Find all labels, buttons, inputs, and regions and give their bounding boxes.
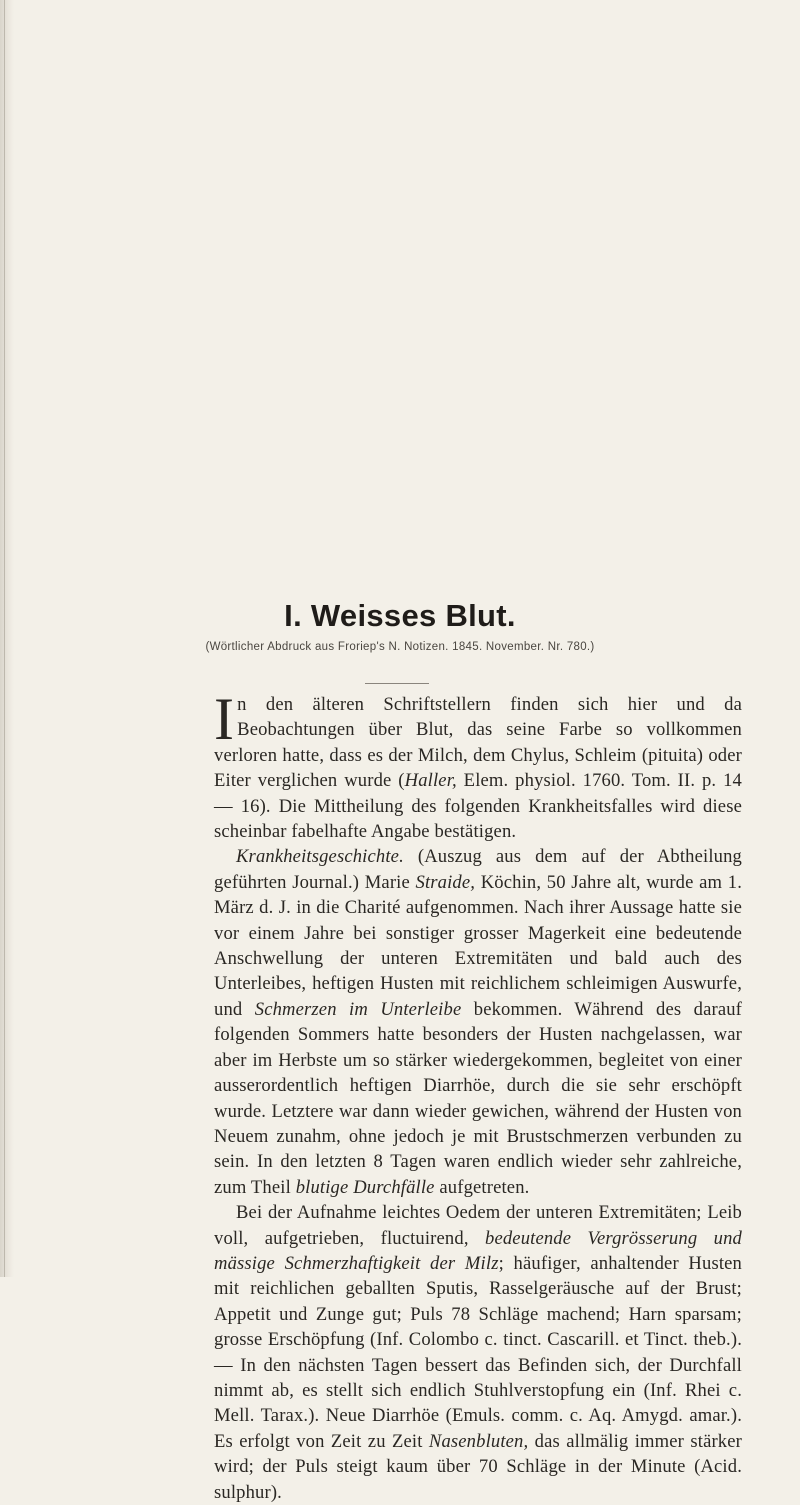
- text-run: Köchin, 50 Jahre alt, wurde am 1. März d. J. in die Charité aufgenommen. Nach ihrer Aussage hatte sie vor einem Jahre bei sonstiger grosser Magerkeit eine bedeutende Anschwellung der unteren Extremitäten und bald auch des Unterleibes, heftigen Husten mit reichlichem schleimigen Auswurfe, und: [214, 871, 742, 1020]
- page-binding-edge: [0, 0, 14, 1277]
- italic-run: Nasenbluten,: [428, 1430, 529, 1452]
- text-run: Elem. physiol. 1760. Tom. II. p. 14 — 16). Die Mittheilung des folgenden Krankheitsfalles wird diese scheinbar fabelhafte Angabe bestätigen.: [214, 770, 742, 843]
- italic-run: Krankheitsgeschichte.: [236, 846, 404, 868]
- italic-run: Haller,: [404, 770, 457, 792]
- text-run: ; häufiger, anhaltender Husten mit reichlichen geballten Sputis, Rasselgeräusche auf der Brust; Appetit und Zunge gut; Puls 78 Schläge machend; Harn sparsam; grosse Erschöpfung (Inf. Colombo c. tinct. Cascarill. et Tinct. theb.). — In den nächsten Tagen bessert das Befinden sich, der Durchfall nimmt ab, es stellt sich endlich Stuhlverstopfung ein (Inf. Rhei c. Mell. Tarax.). Neue Diarrhöe (Emuls. comm. c. Aq. Amygd. amar.). Es erfolgt von Zeit zu Zeit: [214, 1252, 743, 1452]
- drop-cap: I: [214, 686, 235, 752]
- text-run: (Auszug aus dem auf der Abtheilung geführten Journal.) Marie: [214, 846, 742, 893]
- paragraph-case-history: [214, 844, 742, 1200]
- italic-run: blutige Durchfälle: [295, 1176, 435, 1198]
- italic-run: bedeutende Vergrösserung und mässige Schmerzhaftigkeit der Milz: [214, 1227, 742, 1274]
- text-run: bekommen. Während des darauf folgenden Sommers hatte besonders der Husten nachgelassen, war aber im Herbste um so stärker wiedergekommen, begleitet von einer ausserordentlich heftigen Diarrhöe, durch die sie sehr erschöpft wurde. Letztere war dann wieder gewichen, während der Husten von Neuem zunahm, ohne jedoch je mit Brustschmerzen verbunden zu sein. In den letzten 8 Tagen waren endlich wieder sehr zahlreiche, zum Theil: [214, 998, 743, 1198]
- text-run: das allmälig immer stärker wird; der Puls steigt kaum über 70 Schläge in der Minute (Acid. sulphur).: [214, 1430, 743, 1503]
- paragraph-intro: [214, 686, 742, 844]
- text-run: n den älteren Schriftstellern finden sich hier und da Beobachtungen über Blut, das seine Farbe so vollkommen verloren hatte, dass es der Milch, dem Chylus, Schleim (pituita) oder Eiter verglichen wurde (: [214, 694, 742, 792]
- source-note: (Wörtlicher Abdruck aus Froriep's N. Notizen. 1845. November. Nr. 780.): [205, 641, 595, 653]
- italic-run: Straide,: [415, 871, 476, 893]
- page-title: I. Weisses Blut.: [284, 598, 516, 633]
- body-text: [214, 686, 743, 1505]
- italic-run: Schmerzen im Unterleibe: [254, 998, 462, 1020]
- text-run: aufgetreten.: [434, 1176, 530, 1198]
- paragraph-admission: [214, 1200, 742, 1505]
- text-run: Bei der Aufnahme leichtes Oedem der unteren Extremitäten; Leib voll, aufgetrieben, fluctuirend,: [214, 1202, 742, 1249]
- divider-rule: [365, 683, 429, 684]
